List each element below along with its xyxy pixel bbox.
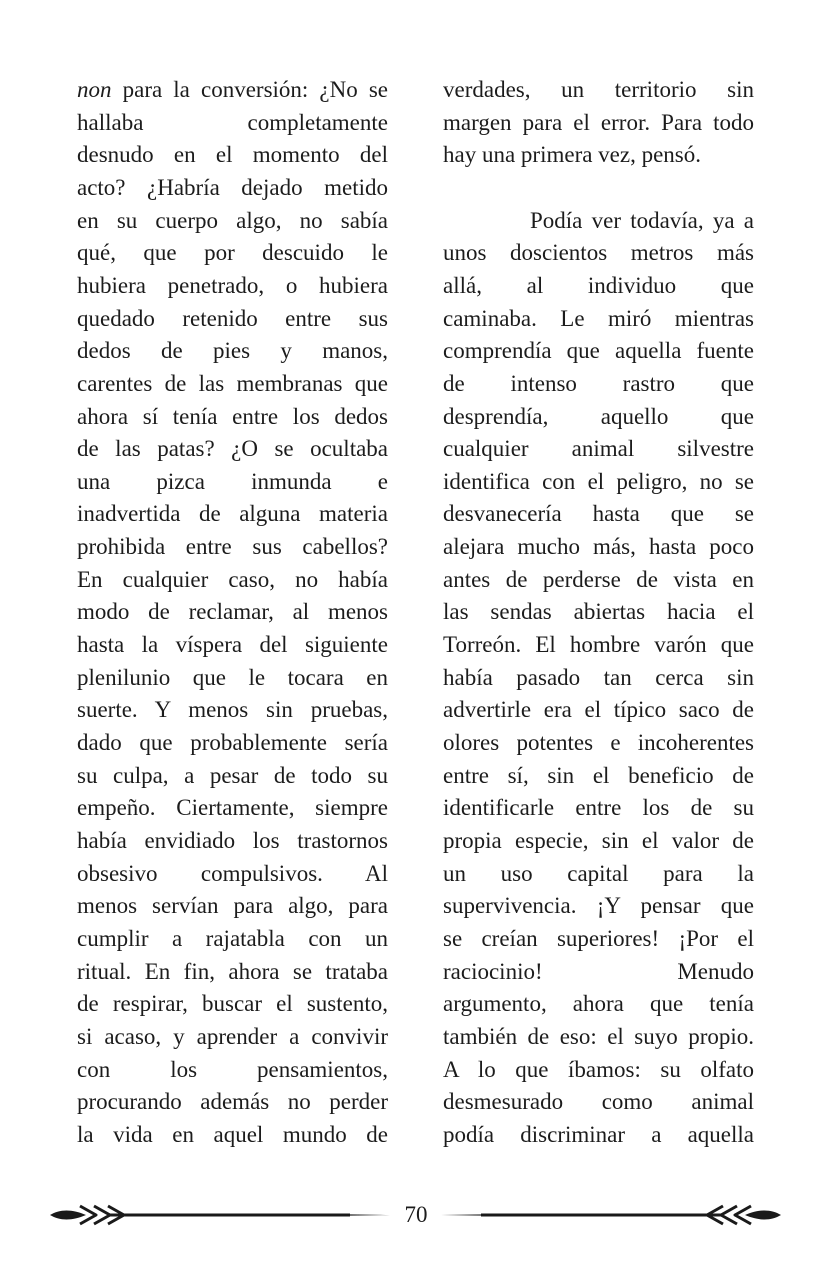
text-line: unos doscientos metros más (443, 240, 754, 266)
text-line: la vida en aquel mundo de (77, 1121, 388, 1147)
text-line: A lo que íbamos: su olfato (443, 1056, 754, 1082)
text-line: empeño. Ciertamente, siempre (77, 795, 388, 821)
text-line: obsesivo compulsivos. Al (77, 860, 388, 886)
text-line: propia especie, sin el valor de (443, 827, 754, 853)
text-line: desprendía, aquello que (443, 403, 754, 429)
text-line: las sendas abiertas hacia el (443, 599, 754, 625)
text-line: su culpa, a pesar de todo su (77, 762, 388, 788)
text-line: había pasado tan cerca sin (443, 664, 754, 690)
text-line: de respirar, buscar el sustento, (77, 991, 388, 1017)
text-line: ahora sí tenía entre los dedos (77, 403, 388, 429)
text-line: acto? ¿Habría dejado metido (77, 174, 388, 200)
text-line: también de eso: el suyo propio. (443, 1023, 754, 1049)
text-line: identificarle entre los de su (443, 795, 754, 821)
text-line: entre sí, sin el beneficio de (443, 762, 754, 788)
page-footer (0, 1192, 831, 1242)
text-line: si acaso, y aprender a convivir (77, 1023, 388, 1049)
text-line: En cualquier caso, no había (77, 566, 388, 592)
text-line: cumplir a rajatabla con un (77, 925, 388, 951)
italic-word: non (77, 77, 112, 102)
text-line: en su cuerpo algo, no sabía (77, 207, 388, 233)
text-line: hubiera penetrado, o hubiera (77, 272, 388, 298)
text-line: allá, al individuo que (443, 272, 754, 298)
text-line: raciocinio! Menudo (443, 958, 754, 984)
text-line: desnudo en el momento del (77, 142, 388, 168)
text-line: Podía ver todavía, ya a (530, 207, 754, 233)
text-line: hasta la víspera del siguiente (77, 632, 388, 658)
text-line: margen para el error. Para todo (443, 109, 754, 135)
right-ornament-icon (441, 1200, 781, 1230)
text-line: desmesurado como animal (443, 1089, 754, 1115)
text-line: Torreón. El hombre varón que (443, 632, 754, 658)
text-line: de intenso rastro que (443, 370, 754, 396)
text-line: antes de perderse de vista en (443, 566, 754, 592)
page-number: 70 (404, 1202, 428, 1227)
text-line-rest: para la conversión: ¿No se (111, 77, 388, 102)
text-line: con los pensamientos, (77, 1056, 388, 1082)
text-line: caminaba. Le miró mientras (443, 305, 754, 331)
text-line: dado que probablemente sería (77, 730, 388, 755)
text-line: un uso capital para la (443, 860, 754, 886)
text-line: se creían superiores! ¡Por el (443, 925, 754, 951)
text-line: advertirle era el típico saco de (443, 697, 754, 723)
text-line (77, 76, 388, 104)
text-line: inadvertida de alguna materia (77, 501, 388, 527)
text-line: dedos de pies y manos, (77, 338, 388, 364)
text-line: qué, que por descuido le (77, 240, 388, 266)
text-line: hallaba completamente (77, 109, 388, 135)
text-line: una pizca inmunda e (77, 468, 388, 494)
text-line: de las patas? ¿O se ocultaba (77, 436, 388, 462)
text-line: quedado retenido entre sus (77, 305, 388, 331)
text-line: olores potentes e incoherentes (443, 730, 754, 755)
text-line: supervivencia. ¡Y pensar que (443, 893, 754, 919)
text-line: carentes de las membranas que (77, 370, 388, 396)
text-line: suerte. Y menos sin pruebas, (77, 697, 388, 723)
text-line: cualquier animal silvestre (443, 436, 754, 462)
text-line: prohibida entre sus cabellos? (77, 534, 388, 560)
text-line: procurando además no perder (77, 1089, 388, 1115)
text-line: menos servían para algo, para (77, 893, 388, 919)
text-line: argumento, ahora que tenía (443, 991, 754, 1017)
text-line: identifica con el peligro, no se (443, 468, 754, 494)
text-line: alejara mucho más, hasta poco (443, 534, 754, 560)
text-line: plenilunio que le tocara en (77, 664, 388, 690)
left-ornament-icon (50, 1200, 390, 1230)
text-line: podía discriminar a aquella (443, 1121, 754, 1147)
text-line: hay una primera vez, pensó. (443, 142, 702, 168)
text-line: verdades, un territorio sin (443, 77, 754, 102)
text-line: comprendía que aquella fuente (443, 338, 754, 364)
text-line: había envidiado los trastornos (77, 827, 388, 853)
text-line: modo de reclamar, al menos (77, 599, 388, 625)
text-line: desvanecería hasta que se (443, 501, 754, 527)
text-line: ritual. En fin, ahora se trataba (77, 958, 388, 984)
